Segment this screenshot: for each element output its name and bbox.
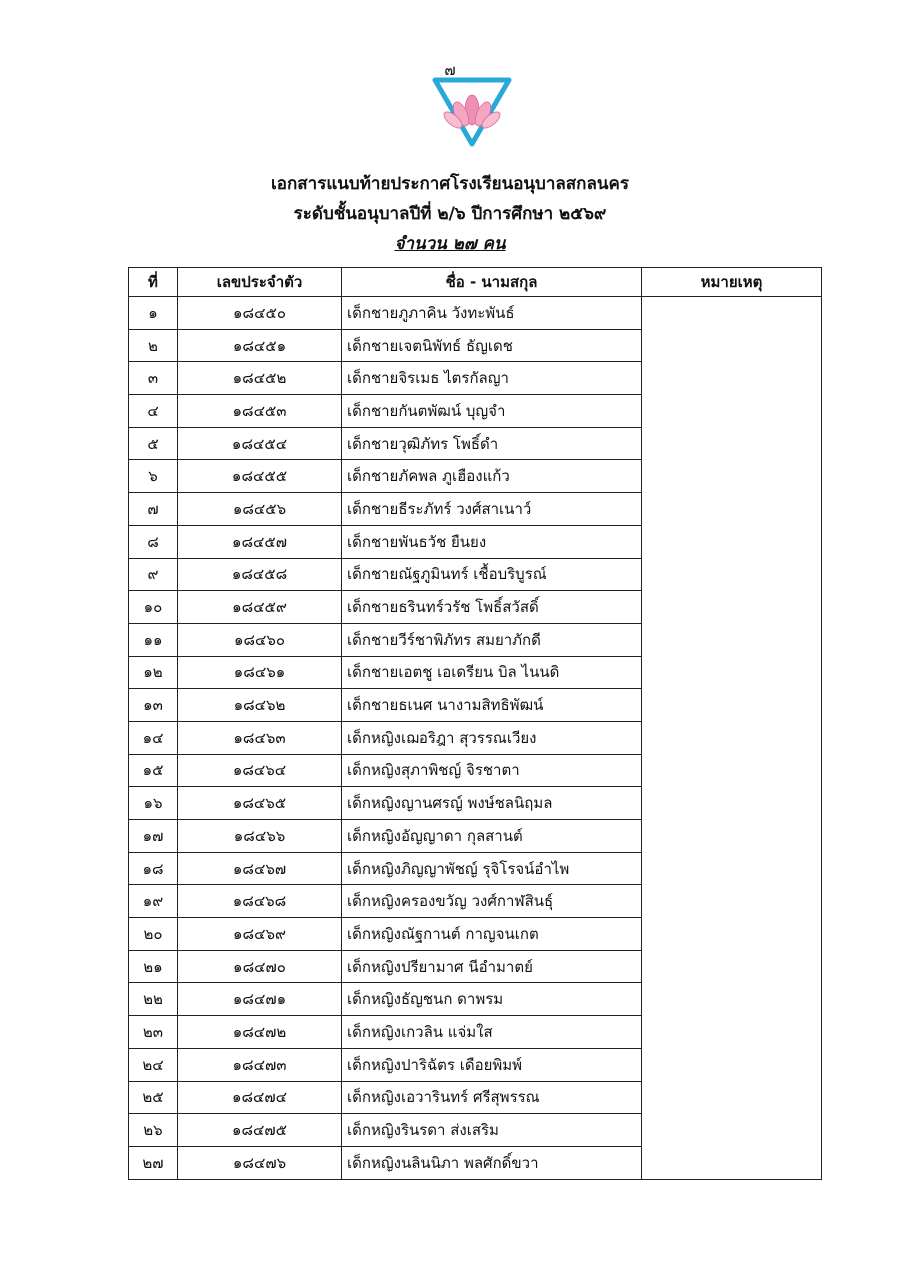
student-name: เด็กหญิงธัญชนก ดาพรม: [342, 983, 642, 1016]
header-full-name: ชื่อ - นามสกุล: [342, 268, 642, 297]
row-number: ๕: [129, 427, 178, 460]
student-name: เด็กหญิงเฌอริฎา สุวรรณเวียง: [342, 721, 642, 754]
student-id: ๑๘๔๕๓: [178, 395, 342, 428]
row-number: ๑๖: [129, 787, 178, 820]
row-number: ๘: [129, 525, 178, 558]
student-name: เด็กชายกันตพัฒน์ บุญจำ: [342, 395, 642, 428]
student-name: เด็กชายพันธวัช ยืนยง: [342, 525, 642, 558]
row-number: ๑๘: [129, 852, 178, 885]
student-id: ๑๘๔๖๕: [178, 787, 342, 820]
student-id: ๑๘๔๗๓: [178, 1048, 342, 1081]
remarks-cell: [642, 297, 822, 1180]
student-id: ๑๘๔๕๒: [178, 362, 342, 395]
student-id: ๑๘๔๖๒: [178, 689, 342, 722]
student-id: ๑๘๔๗๖: [178, 1146, 342, 1179]
student-name: เด็กชายเอตชู เอเดรียน บิล ไนนดิ: [342, 656, 642, 689]
student-name: เด็กหญิงรินรดา ส่งเสริม: [342, 1114, 642, 1147]
header-student-id: เลขประจำตัว: [178, 268, 342, 297]
table-row: [129, 297, 822, 330]
student-id: ๑๘๔๖๗: [178, 852, 342, 885]
table-header-row: [129, 268, 822, 297]
student-id: ๑๘๔๕๙: [178, 591, 342, 624]
student-id: ๑๘๔๖๖: [178, 820, 342, 853]
student-name: เด็กชายวุฒิภัทร โพธิ์ดำ: [342, 427, 642, 460]
lotus-icon: [441, 95, 502, 131]
student-id: ๑๘๔๕๘: [178, 558, 342, 591]
student-name: เด็กหญิงเกวลิน แจ่มใส: [342, 1016, 642, 1049]
student-name: เด็กหญิงนลินนิภา พลศักดิ์ขวา: [342, 1146, 642, 1179]
row-number: ๑: [129, 297, 178, 330]
student-table: [128, 267, 822, 1180]
student-id: ๑๘๔๖๑: [178, 656, 342, 689]
student-name: เด็กหญิงปรียามาศ นีอำมาตย์: [342, 950, 642, 983]
header-no: ที่: [129, 268, 178, 297]
student-name: เด็กหญิงภิญญาพัชญ์ รุจิโรจน์อำไพ: [342, 852, 642, 885]
row-number: ๑๒: [129, 656, 178, 689]
student-name: เด็กหญิงสุภาพิชญ์ จิรชาตา: [342, 754, 642, 787]
student-name: เด็กชายธรินทร์วรัช โพธิ์สวัสดิ์: [342, 591, 642, 624]
row-number: ๑๕: [129, 754, 178, 787]
student-name: เด็กชายเจตนิพัทธ์ ธัญเดช: [342, 329, 642, 362]
student-id: ๑๘๔๕๖: [178, 493, 342, 526]
row-number: ๑๔: [129, 721, 178, 754]
row-number: ๙: [129, 558, 178, 591]
student-id: ๑๘๔๕๕: [178, 460, 342, 493]
student-name: เด็กหญิงปาริฉัตร เดือยพิมพ์: [342, 1048, 642, 1081]
row-number: ๒๖: [129, 1114, 178, 1147]
student-id: ๑๘๔๖๐: [178, 623, 342, 656]
student-name: เด็กหญิงครองขวัญ วงศ์กาฬสินธุ์: [342, 885, 642, 918]
row-number: ๗: [129, 493, 178, 526]
student-name: เด็กหญิงญานศรญ์ พงษ์ชลนิฤมล: [342, 787, 642, 820]
row-number: ๓: [129, 362, 178, 395]
student-id: ๑๘๔๗๒: [178, 1016, 342, 1049]
student-name: เด็กชายณัฐภูมินทร์ เชื้อบริบูรณ์: [342, 558, 642, 591]
student-name: เด็กชายธเนศ นางามสิทธิพัฒน์: [342, 689, 642, 722]
row-number: ๖: [129, 460, 178, 493]
student-name: เด็กชายภูภาคิน วังทะพันธ์: [342, 297, 642, 330]
student-name: เด็กหญิงอัญญาดา กุลสานต์: [342, 820, 642, 853]
student-id: ๑๘๔๕๔: [178, 427, 342, 460]
row-number: ๑๐: [129, 591, 178, 624]
student-name: เด็กชายวีร์ชาพิภัทร สมยาภักดี: [342, 623, 642, 656]
row-number: ๑๑: [129, 623, 178, 656]
row-number: ๒๓: [129, 1016, 178, 1049]
student-id: ๑๘๔๗๔: [178, 1081, 342, 1114]
student-name: เด็กหญิงเอวารินทร์ ศรีสุพรรณ: [342, 1081, 642, 1114]
row-number: ๒๒: [129, 983, 178, 1016]
row-number: ๒๗: [129, 1146, 178, 1179]
student-id: ๑๘๔๕๐: [178, 297, 342, 330]
school-logo: [427, 74, 517, 150]
row-number: ๒๔: [129, 1048, 178, 1081]
document-title: เอกสารแนบท้ายประกาศโรงเรียนอนุบาลสกลนคร: [270, 174, 629, 194]
row-number: ๒๐: [129, 918, 178, 951]
row-number: ๒๑: [129, 950, 178, 983]
class-level-title: ระดับชั้นอนุบาลปีที่ ๒/๖ ปีการศึกษา ๒๕๖๙: [293, 204, 607, 224]
row-number: ๒๕: [129, 1081, 178, 1114]
student-name: เด็กหญิงณัฐกานต์ กาญจนเกต: [342, 918, 642, 951]
row-number: ๒: [129, 329, 178, 362]
student-count: จำนวน ๒๗ คน: [394, 234, 506, 254]
student-id: ๑๘๔๗๕: [178, 1114, 342, 1147]
header-remarks: หมายเหตุ: [642, 268, 822, 297]
student-id: ๑๘๔๗๐: [178, 950, 342, 983]
row-number: ๑๓: [129, 689, 178, 722]
student-id: ๑๘๔๕๑: [178, 329, 342, 362]
student-id: ๑๘๔๕๗: [178, 525, 342, 558]
student-name: เด็กชายธีระภัทร์ วงศ์สาเนาว์: [342, 493, 642, 526]
student-id: ๑๘๔๖๔: [178, 754, 342, 787]
student-id: ๑๘๔๗๑: [178, 983, 342, 1016]
student-id: ๑๘๔๖๘: [178, 885, 342, 918]
row-number: ๑๗: [129, 820, 178, 853]
student-name: เด็กชายภัคพล ภูเฮืองแก้ว: [342, 460, 642, 493]
student-id: ๑๘๔๖๙: [178, 918, 342, 951]
student-id: ๑๘๔๖๓: [178, 721, 342, 754]
page-number: ๗: [444, 61, 456, 79]
row-number: ๑๙: [129, 885, 178, 918]
student-name: เด็กชายจิรเมธ ไตรกัลญา: [342, 362, 642, 395]
row-number: ๔: [129, 395, 178, 428]
